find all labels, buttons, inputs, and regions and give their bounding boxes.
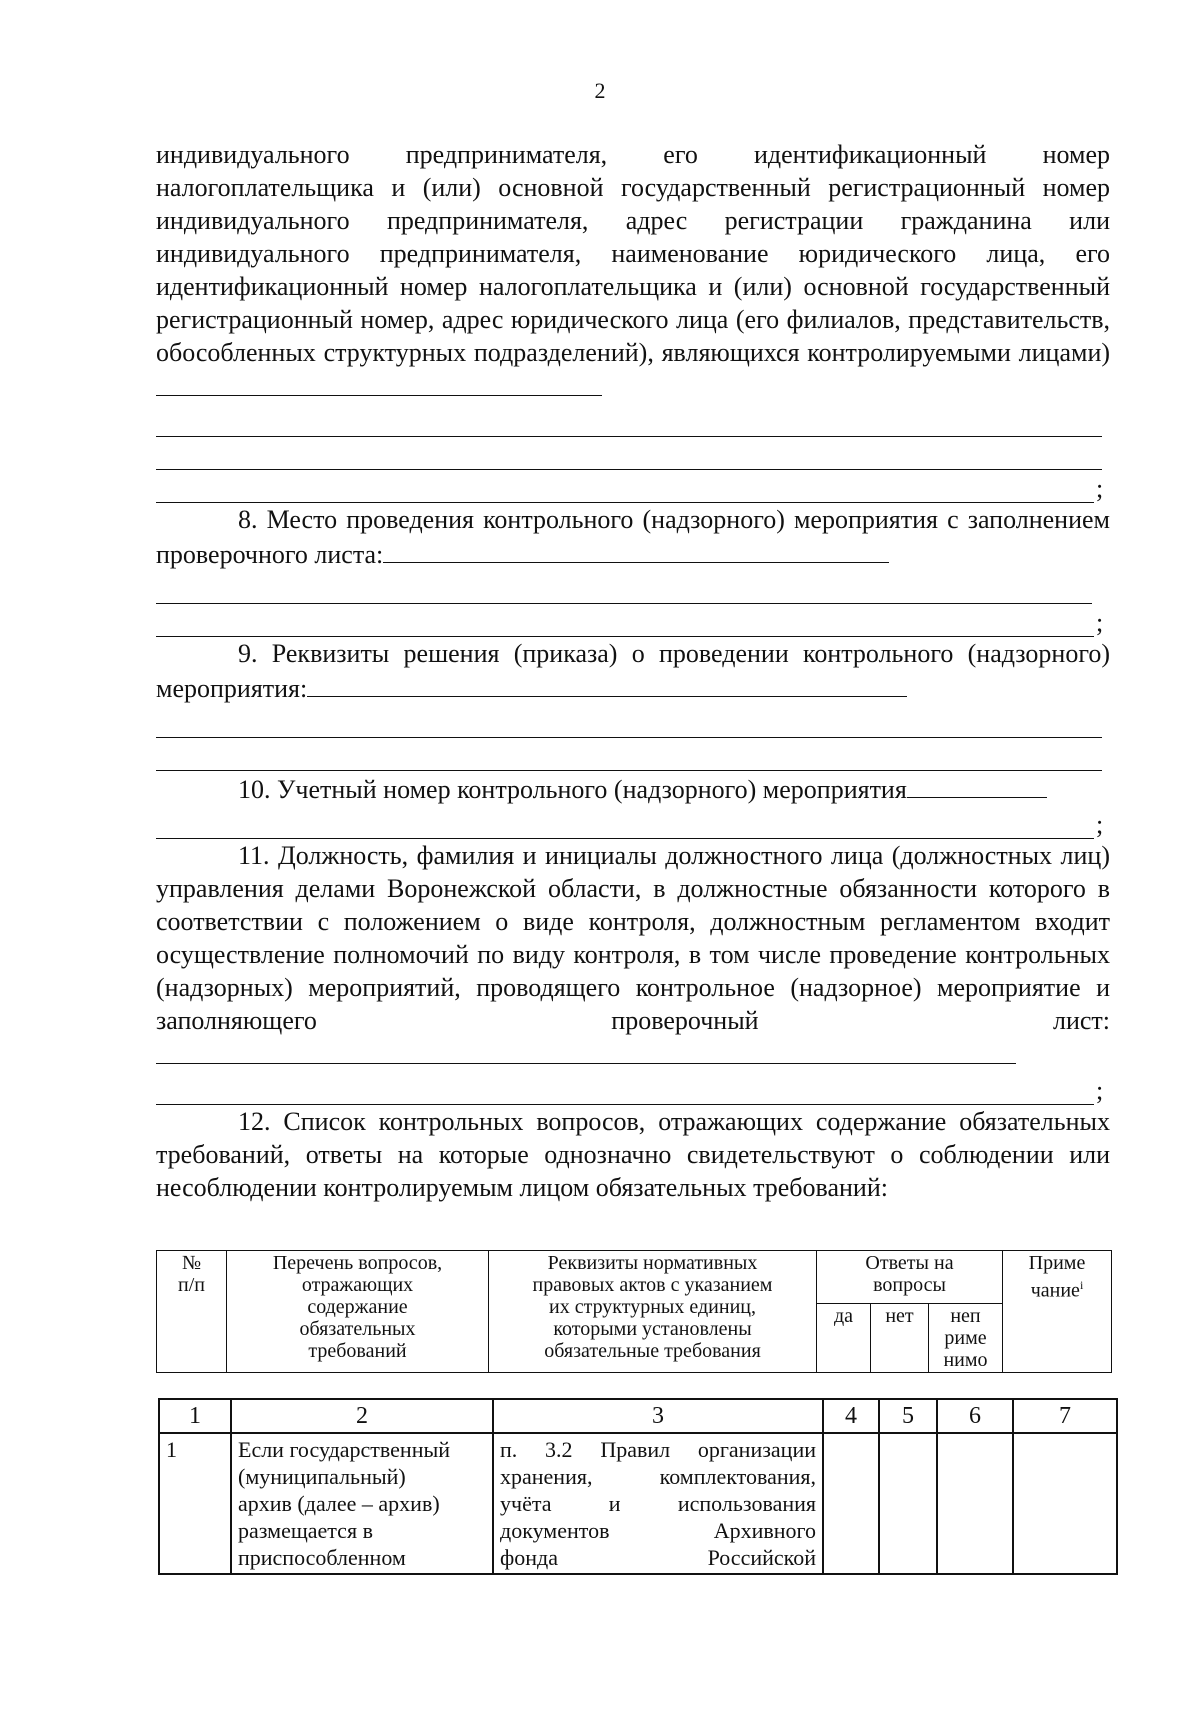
item-9-text bbox=[156, 637, 1110, 705]
text-line: (надзорного) мероприятия: bbox=[156, 639, 1111, 703]
text-line: индивидуального предпринимателя, его идентификационный номер bbox=[156, 140, 1110, 169]
fill-in-field-place[interactable] bbox=[383, 536, 889, 563]
text-line: являющихся контролируемыми лицами) bbox=[661, 338, 1111, 367]
item-12-text bbox=[156, 1105, 1110, 1204]
header-answer-no: нет bbox=[871, 1304, 929, 1373]
semicolon: ; bbox=[1096, 474, 1104, 503]
fill-in-field-official[interactable] bbox=[156, 1037, 1016, 1064]
column-number: 7 bbox=[1013, 1399, 1117, 1433]
header-answers: Ответы на вопросы bbox=[817, 1251, 1003, 1304]
text-line: соблюдении или несоблюдении контролируемым лицом обязательных bbox=[156, 1140, 1111, 1202]
checklist-column-numbers bbox=[158, 1398, 1118, 1434]
text-line: 12. Список контрольных вопросов, отражающих содержание bbox=[238, 1107, 947, 1136]
text-line: 10. Учетный номер контрольного (надзорного) мероприятия bbox=[238, 775, 907, 804]
document-body bbox=[156, 138, 1110, 1204]
text-line: числе проведение контрольных (надзорных) мероприятий, проводящего bbox=[156, 940, 1110, 1002]
column-number: 6 bbox=[937, 1399, 1013, 1433]
header-answer-yes: да bbox=[817, 1304, 871, 1373]
text-line: регламентом входит осуществление полномочий по виду контроля, в том bbox=[156, 907, 1110, 969]
item-8-text bbox=[156, 503, 1110, 571]
column-number: 1 bbox=[159, 1399, 231, 1433]
item-7-text bbox=[156, 138, 1110, 404]
answer-na-cell[interactable] bbox=[937, 1433, 1013, 1574]
text-line: филиалов, представительств, обособленных структурных подразделений), bbox=[156, 305, 1111, 367]
fill-in-field-record-number[interactable] bbox=[907, 771, 1047, 798]
fill-in-field-decision[interactable] bbox=[307, 670, 907, 697]
checklist-table-body bbox=[158, 1432, 1118, 1575]
column-number: 3 bbox=[493, 1399, 823, 1433]
text-line: контрольное (надзорное) мероприятие и заполняющего проверочный bbox=[156, 973, 1110, 1035]
page-number: 2 bbox=[594, 78, 606, 103]
fill-in-line[interactable] bbox=[156, 604, 1110, 637]
item-10-text bbox=[156, 771, 1110, 806]
header-questions: Перечень вопросов, отражающих содержание обязательных требований bbox=[227, 1251, 489, 1373]
checklist-table-header bbox=[156, 1250, 1112, 1373]
text-line: требований: bbox=[753, 1173, 888, 1202]
fill-in-field-controlled-persons[interactable] bbox=[156, 369, 602, 396]
fill-in-line[interactable] bbox=[156, 806, 1110, 839]
fill-in-line[interactable] bbox=[156, 437, 1102, 470]
note-cell[interactable] bbox=[1013, 1433, 1117, 1574]
column-number: 5 bbox=[879, 1399, 937, 1433]
answer-yes-cell[interactable] bbox=[823, 1433, 879, 1574]
text-line: 11. Должность, фамилия и инициалы должностного лица (должностных bbox=[238, 841, 1053, 870]
semicolon: ; bbox=[1096, 608, 1104, 637]
fill-in-line[interactable] bbox=[156, 571, 1092, 604]
semicolon: ; bbox=[1096, 1076, 1104, 1105]
item-11-text bbox=[156, 839, 1110, 1072]
fill-in-line[interactable] bbox=[156, 738, 1102, 771]
row-number: 1 bbox=[159, 1433, 231, 1574]
header-note: Приме чание$^i$ bbox=[1003, 1251, 1112, 1373]
fill-in-line[interactable] bbox=[156, 1072, 1110, 1105]
text-line: заполнением проверочного листа: bbox=[156, 505, 1110, 569]
text-line: индивидуального предпринимателя, наименование юридического лица, его bbox=[156, 239, 1110, 268]
header-num: № п/п bbox=[157, 1251, 227, 1373]
answer-no-cell[interactable] bbox=[879, 1433, 937, 1574]
text-line: 9. Реквизиты решения (приказа) о проведении контрольного bbox=[238, 639, 954, 668]
text-line: государственный регистрационный номер, адрес юридического лица (его bbox=[156, 272, 1111, 334]
semicolon: ; bbox=[1096, 810, 1104, 839]
text-line: лиц) управления делами Воронежской области, в должностные обязанности bbox=[156, 841, 1110, 903]
header-requisites: Реквизиты нормативных правовых актов с указанием их структурных единиц, которыми установлены обязательные требования bbox=[489, 1251, 817, 1373]
text-line: номер индивидуального предпринимателя, адрес регистрации гражданина или bbox=[156, 173, 1110, 235]
header-answer-na: неп риме нимо bbox=[929, 1304, 1003, 1373]
text-line: лист: bbox=[1052, 1006, 1110, 1035]
fill-in-line[interactable] bbox=[156, 705, 1102, 738]
fill-in-line[interactable] bbox=[156, 404, 1102, 437]
text-line: 8. Место проведения контрольного (надзорного) мероприятия с bbox=[238, 505, 959, 534]
text-line: обязательных требований, ответы на которые однозначно свидетельствуют о bbox=[156, 1107, 1110, 1169]
text-line: идентификационный номер налогоплательщика и (или) основной bbox=[156, 272, 909, 301]
column-number: 4 bbox=[823, 1399, 879, 1433]
row-question: Если государственный (муниципальный) архив (далее – архив) размещается в приспособленном bbox=[231, 1433, 493, 1574]
table-row bbox=[159, 1433, 1117, 1574]
fill-in-line[interactable] bbox=[156, 470, 1110, 503]
column-number: 2 bbox=[231, 1399, 493, 1433]
row-requisites: п. 3.2 Правил организации хранения, комплектования, учёта и использования документов Архивного фонда Российской bbox=[493, 1433, 823, 1574]
text-line: налогоплательщика и (или) основной государственный регистрационный bbox=[156, 173, 1026, 202]
text-line: которого в соответствии с положением о виде контроля, должностным bbox=[156, 874, 1111, 936]
